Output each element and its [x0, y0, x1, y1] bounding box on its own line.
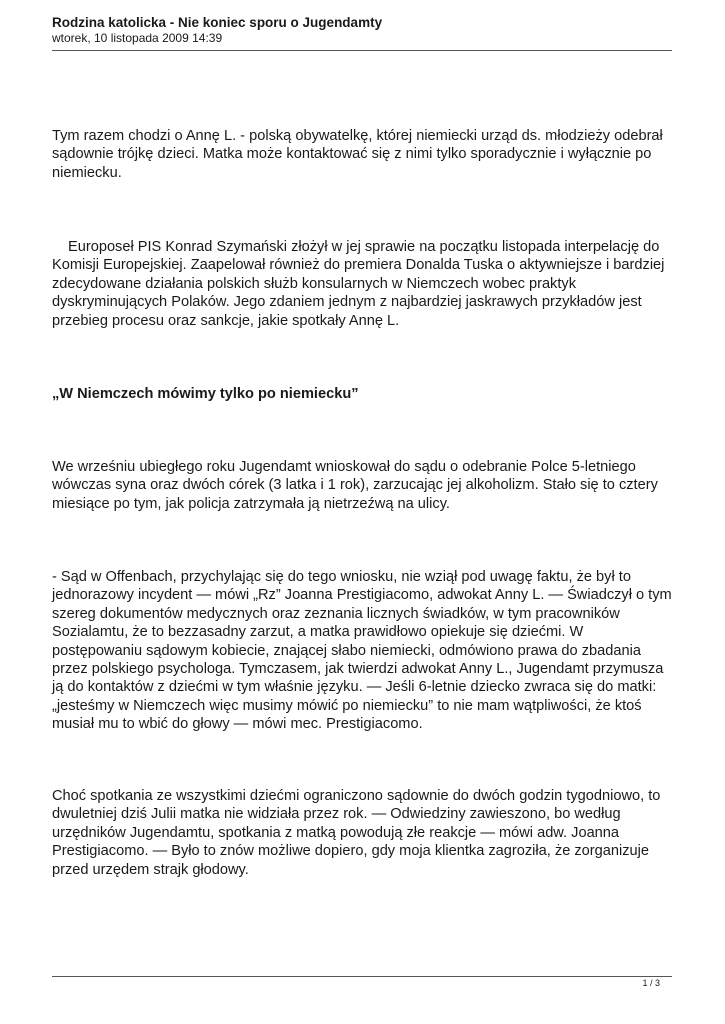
footer-divider	[52, 976, 672, 977]
section-heading: „W Niemczech mówimy tylko po niemiecku”	[52, 386, 359, 402]
header-divider	[52, 50, 672, 51]
paragraph-5: Choć spotkania ze wszystkimi dziećmi ograniczono sądownie do dwóch godzin tygodniowo, to dwuletniej dziś Julii matka nie widziała przez rok. — Odwiedziny zawieszono, bo według urzędników Jugendamtu, spotkania z matką powodują złe reakcje — mówi adw. Joanna Prestigiacomo. — Było to znów możliwe dopiero, gdy moja klientka zagroziła, że zorganizuje przed urzędem strajk głodowy.	[52, 788, 661, 878]
paragraph-4: - Sąd w Offenbach, przychylając się do tego wniosku, nie wziął pod uwagę faktu, że był to jednorazowy incydent — mówi „Rz” Joanna Prestigiacomo, adwokat Anny L. — Świadczył o tym szereg dokumentów medycznych oraz zeznania licznych świadków, w tym pracowników Sozialamtu, że to bezzasadny zarzut, a matka prawidłowo opiekuje się dziećmi. W postępowaniu sądowym kobiecie, znającej słabo niemiecki, odmówiono prawa do zbadania przez polskiego psychologa. Tymczasem, jak twierdzi adwokat Anny L., Jugendamt przymusza ją do kontaktów z dziećmi w tym właśnie języku. — Jeśli 6-letnie dziecko zwraca się do matki: „jesteśmy w Niemczech więc musimy mówić po niemiecku” to nie mam wątpliwości, że ktoś musiał mu to wbić do głowy — mówi mec. Prestigiacomo.	[52, 569, 672, 733]
page-number: 1 / 3	[642, 978, 660, 988]
document-header	[52, 14, 672, 46]
paragraph-1: Tym razem chodzi o Annę L. - polską obywatelkę, której niemiecki urząd ds. młodzieży odebrał sądownie trójkę dzieci. Matka może kontaktować się z nimi tylko sporadycznie i wyłącznie po niemiecku.	[52, 128, 663, 181]
paragraph-3: We wrześniu ubiegłego roku Jugendamt wnioskował do sądu o odebranie Polce 5-letniego wówczas syna oraz dwóch córek (3 latka i 1 rok), zarzucając jej alkoholizm. Stało się to cztery miesiące po tym, jak policja zatrzymała ją nietrzeźwą na ulicy.	[52, 459, 658, 512]
article-date: wtorek, 10 listopada 2009 14:39	[52, 31, 223, 45]
paragraph-2: Europoseł PIS Konrad Szymański złożył w jej sprawie na początku listopada interpelację do Komisji Europejskiej. Zaapelował również do premiera Donalda Tuska o aktywniejsze i bardziej zdecydowane działania polskich służb konsularnych w Niemczech wobec praktyk dyskryminujących Polaków. Jego zdaniem jednym z najbardziej jaskrawych przykładów jest przebieg procesu oraz sankcje, jakie spotkały Annę L.	[52, 239, 665, 329]
article-title: Rodzina katolicka - Nie koniec sporu o Jugendamty	[52, 15, 383, 30]
